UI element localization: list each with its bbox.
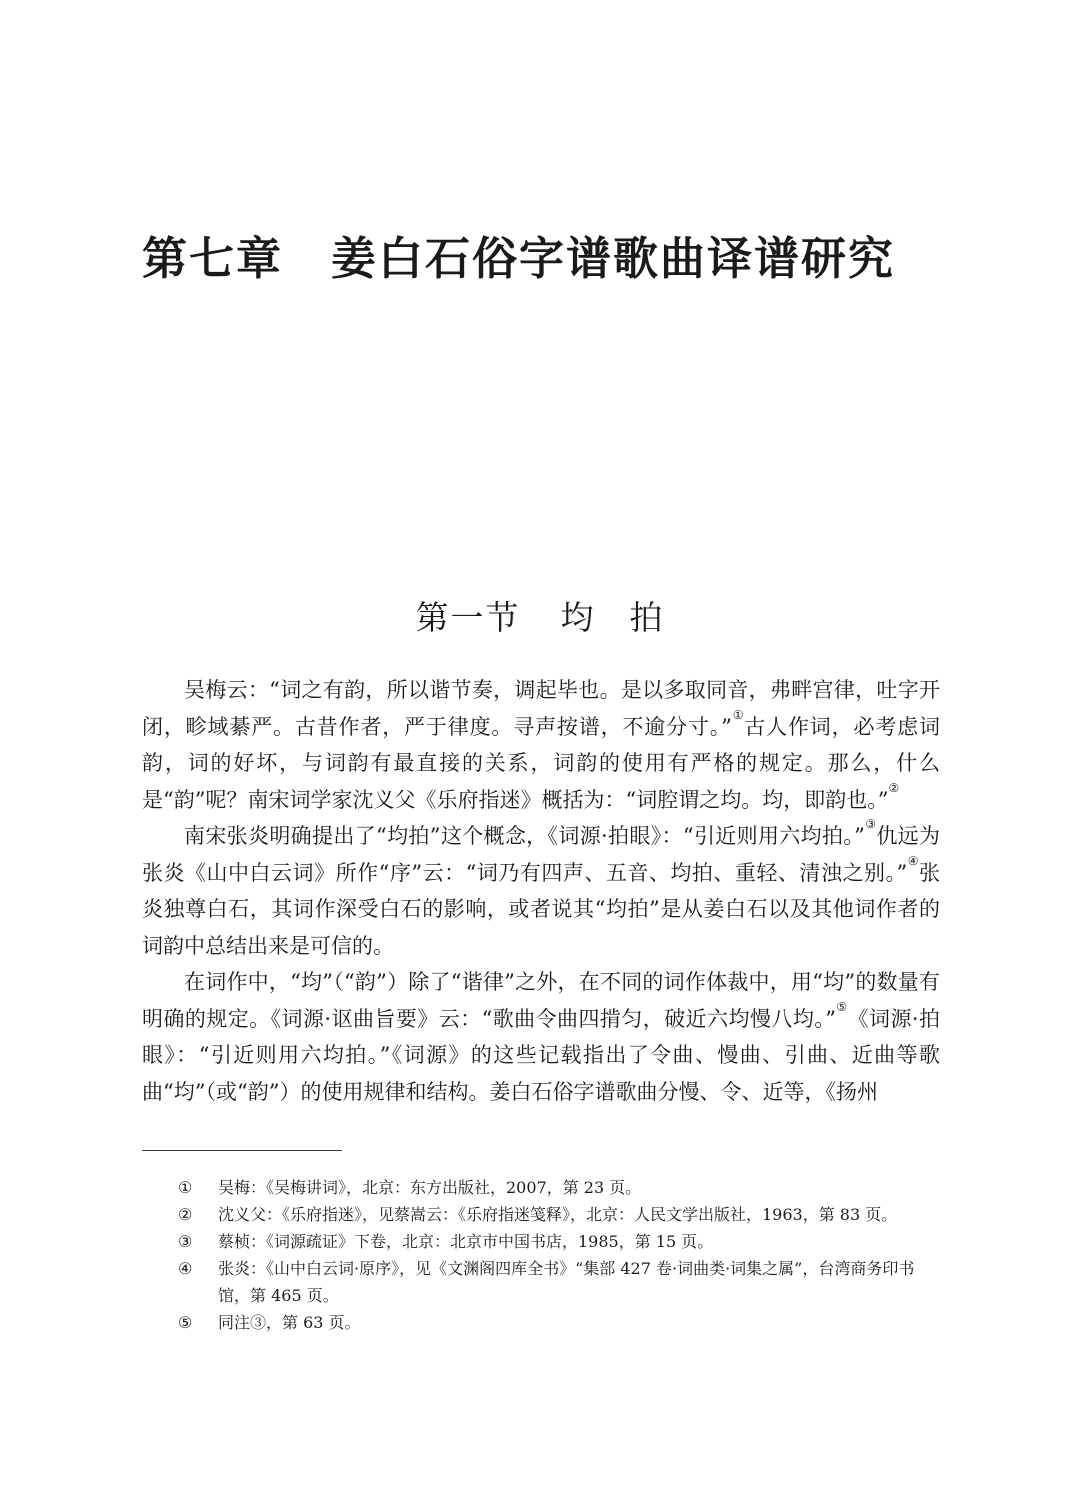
- section-title: [0, 592, 1080, 639]
- chapter-number: 第七章: [142, 232, 284, 285]
- paragraph-3: [142, 964, 940, 1110]
- paragraph-2-text-c: 张炎独尊白石，其词作深受白石的影响，或者说其“均拍”是从姜白石以及其他词作者的词韵中总结出来是可信的。: [142, 860, 940, 958]
- footnote-text: 蔡桢：《词源疏证》下卷，北京：北京市中国书店，1985，第 15 页。: [218, 1232, 714, 1251]
- paragraph-2-text-a: 南宋张炎明确提出了“均拍”这个概念，《词源·拍眼》：“引近则用六均拍。”: [184, 824, 865, 848]
- body-text: [142, 672, 940, 1110]
- paragraph-2: [142, 818, 940, 964]
- footnote-text: 张炎：《山中白云词·原序》，见《文渊阁四库全书》“集部 427 卷·词曲类·词集之属”，台湾商务印书馆，第 465 页。: [218, 1259, 915, 1305]
- footnote-item-3: [178, 1228, 942, 1255]
- footnote-ref-1[interactable]: ①: [731, 707, 745, 722]
- footnote-text: 沈义父：《乐府指迷》，见蔡嵩云：《乐府指迷笺释》，北京：人民文学出版社，1963，第 83 页。: [218, 1205, 898, 1224]
- paragraph-1: [142, 672, 940, 818]
- footnote-mark: ③: [178, 1232, 193, 1251]
- footnote-ref-2[interactable]: ②: [888, 780, 900, 795]
- footnote-item-4: [178, 1255, 942, 1309]
- footnote-item-5: [178, 1309, 942, 1336]
- footnote-mark: ④: [178, 1259, 193, 1278]
- footnote-ref-3[interactable]: ③: [864, 817, 877, 831]
- footnote-mark: ②: [178, 1205, 193, 1224]
- footnotes: [178, 1174, 942, 1336]
- footnote-divider: [142, 1150, 342, 1151]
- section-name-part2: 拍: [629, 598, 665, 637]
- paragraph-1-text-a: 吴梅云：“词之有韵，所以谐节奏，调起毕也。是以多取同音，弗畔宫律，吐字开闭，畛域綦严。古昔作者，严于律度。寻声按谱，不逾分寸。”: [142, 678, 940, 739]
- paragraph-1-text-b: 古人作词，必考虑词韵，词的好坏，与词韵有最直接的关系，词韵的使用有严格的规定。那么，什么是“韵”呢？南宋词学家沈义父《乐府指迷》概括为：“词腔谓之均。均，即韵也。”: [142, 714, 940, 812]
- chapter-name: 姜白石俗字谱歌曲译谱研究: [331, 232, 896, 285]
- section-name-part1: 均: [560, 598, 596, 637]
- footnote-mark: ⑤: [178, 1313, 193, 1332]
- paragraph-2-text-b: 仇远为张炎《山中白云词》所作“序”云：“词乃有四声、五音、均拍、重轻、清浊之别。”: [142, 824, 941, 885]
- paragraph-3-text-b: 《词源·拍眼》：“引近则用六均拍。”《词源》的这些记载指出了令曲、慢曲、引曲、近曲等歌曲“均”（或“韵”）的使用规律和结构。姜白石俗字谱歌曲分慢、令、近等，《扬州: [142, 1006, 940, 1104]
- paragraph-3-text-a: 在词作中，“均”（“韵”）除了“谐律”之外，在不同的词作体裁中，用“均”的数量有明确的规定。《词源·讴曲旨要》云：“歌曲令曲四掯匀，破近六均慢八均。”: [142, 970, 940, 1031]
- footnote-item-1: [178, 1174, 942, 1201]
- footnote-ref-5[interactable]: ⑤: [835, 999, 848, 1014]
- footnote-ref-4[interactable]: ④: [907, 853, 919, 868]
- section-number: 第一节: [415, 598, 521, 637]
- chapter-title: [142, 222, 895, 287]
- footnote-mark: ①: [178, 1178, 193, 1197]
- footnote-text: 同注③，第 63 页。: [218, 1313, 361, 1332]
- footnote-text: 吴梅：《吴梅讲词》，北京：东方出版社，2007，第 23 页。: [218, 1178, 642, 1197]
- footnote-item-2: [178, 1201, 942, 1228]
